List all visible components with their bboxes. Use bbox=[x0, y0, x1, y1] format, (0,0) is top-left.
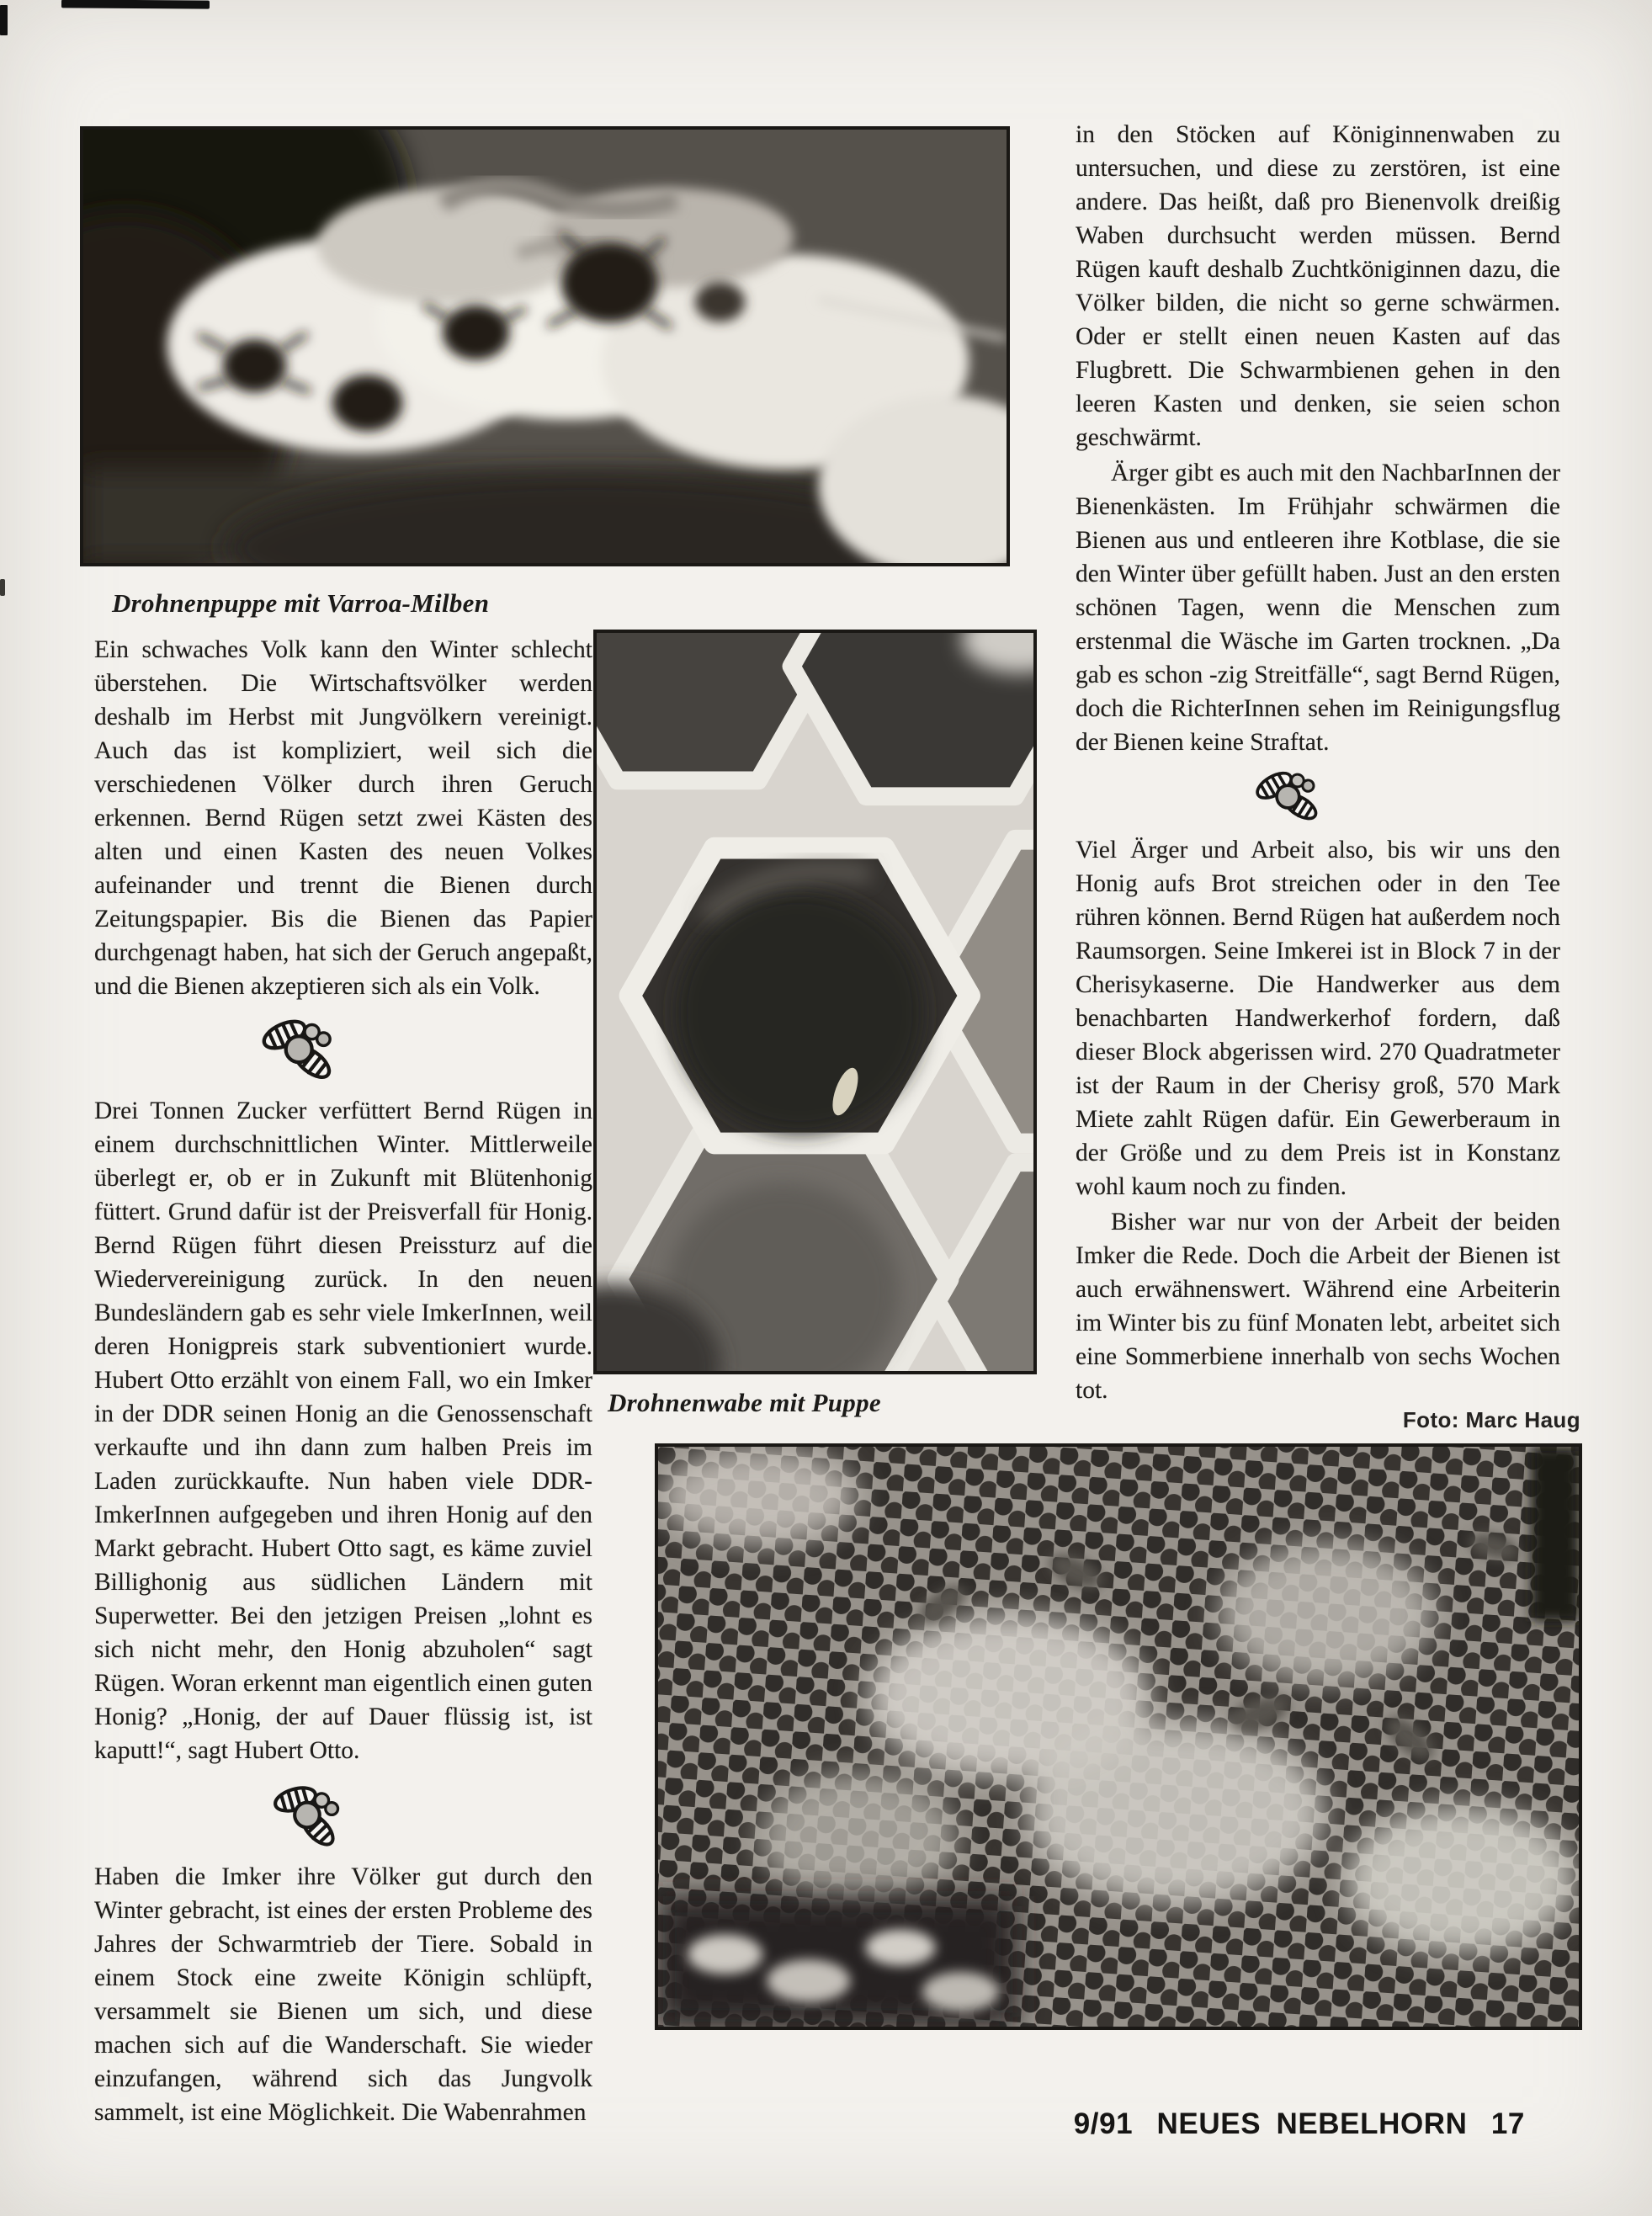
scan-artifact-top-streak bbox=[61, 0, 210, 9]
right-paragraph-3: Viel Ärger und Arbeit also, bis wir uns den Honig aufs Brot streichen oder in den Tee rühren können. Bernd Rügen hat außerdem noch Raumsorgen. Seine Imkerei ist in Block 7 in der Cherisykaserne. Die Handwerker aus dem benachbarten Handwerkerhof fordern, daß dieser Block abgerissen wird. 270 Quadratmeter ist der Raum in der Cherisy groß, 570 Mark Miete zahlt Rügen dafür. Ein Gewerberaum in der Größe und zu dem Preis ist in Konstanz wohl kaum noch zu finden. bbox=[1076, 837, 1560, 1200]
footer-page-number: 17 bbox=[1490, 2107, 1525, 2140]
scan-artifact-left-speck bbox=[0, 579, 5, 596]
footer-magazine-name: NEUES NEBELHORN bbox=[1156, 2107, 1468, 2140]
photo-bees-on-comb bbox=[655, 1443, 1582, 2030]
caption-top-photo: Drohnenpuppe mit Varroa-Milben bbox=[112, 588, 490, 618]
right-paragraph-1: in den Stöcken auf Königinnenwaben zu untersuchen, und diese zu zerstören, ist eine andere. Das heißt, daß pro Bienenvolk dreißig Waben durchsucht werden müssen. Bernd Rügen kauft deshalb Zuchtköniginnen dazu, die Völker bilden, die nicht so gerne schwärmen. Oder er stellt einen neuen Kasten auf das Flugbrett. Die Schwarmbienen gehen in den leeren Kasten und denken, sie seien schon geschwärmt. bbox=[1076, 121, 1560, 451]
left-paragraph-3: Haben die Imker ihre Völker gut durch den Winter gebracht, ist eines der ersten Probleme des Jahres der Schwarmtrieb der Tiere. Sobald in einem Stock eine zweite Königin schlüpft, versammelt sie Bienen um sich, und diese machen sich auf die Wanderschaft. Sie wieder einzufangen, während sich das Jungvolk sammelt, ist eine Möglichkeit. Die Wabenrahmen bbox=[94, 1863, 592, 2126]
photo-drone-comb-pupa bbox=[593, 630, 1037, 1374]
right-paragraph-4: Bisher war nur von der Arbeit der beiden Imker die Rede. Doch die Arbeit der Bienen ist auch erwähnenswert. Während eine Arbeiterin im Winter bis zu fünf Monaten lebt, arbeitet sich eine Sommerbiene innerhalb von sechs Wochen tot. bbox=[1076, 1209, 1560, 1404]
photo-drone-pupae-varroa bbox=[80, 126, 1010, 566]
bee-doodle-icon bbox=[1254, 764, 1323, 826]
footer-issue: 9/91 bbox=[1073, 2107, 1134, 2140]
photo-credit: Foto: Marc Haug bbox=[1402, 1407, 1580, 1432]
caption-middle-photo: Drohnenwabe mit Puppe bbox=[608, 1388, 881, 1417]
bee-doodle-icon bbox=[269, 1779, 347, 1848]
scan-artifact-left-edge bbox=[0, 5, 8, 35]
right-paragraph-2: Ärger gibt es auch mit den NachbarInnen der Bienenkästen. Im Frühjahr schwärmen die Bienen aus und entleeren ihre Kotblase, die sie den Winter über gefüllt haben. Just an den ersten schönen Tagen, wenn die Menschen zum erstenmal die Wäsche im Garten trocknen. „Da gab es schon -zig Streitfälle“, sagt Bernd Rügen, doch die RichterInnen sehen im Reinigungsflug der Bienen keine Straftat. bbox=[1076, 460, 1560, 756]
bee-doodle-icon bbox=[259, 1012, 340, 1084]
left-paragraph-2: Drei Tonnen Zucker verfüttert Bernd Rügen in einem durchschnittlichen Winter. Mittlerweile überlegt er, ob er in Zukunft mit Blütenhonig füttert. Grund dafür ist der Preisverfall für Honig. Bernd Rügen führt diesen Preissturz auf die Wiedervereinigung zurück. In den neuen Bundesländern gab es sehr viele ImkerInnen, weil deren Honigpreis stark subventioniert wurde. Hubert Otto erzählt von einem Fall, wo ein Imker in der DDR seinen Honig an die Genossenschaft verkaufte und ihn dann zum halben Preis im Laden zurückkaufte. Nun haben viele DDR-ImkerInnen aufgegeben und ihren Honig auf den Markt gebracht. Hubert Otto sagt, es käme zuviel Billighonig aus südlichen Ländern mit Superwetter. Bei den jetzigen Preisen „lohnt es sich nicht mehr, den Honig abzuholen“ sagt Rügen. Woran erkennt man eigentlich einen guten Honig? „Honig, der auf Dauer flüssig ist, ist kaputt!“, sagt Hubert Otto. bbox=[94, 1097, 592, 1764]
right-column bbox=[1076, 118, 1560, 1407]
left-column bbox=[94, 633, 592, 2129]
page-footer bbox=[926, 2107, 1525, 2141]
left-paragraph-1: Ein schwaches Volk kann den Winter schlecht überstehen. Die Wirtschaftsvölker werden deshalb im Herbst mit Jungvölkern vereinigt. Auch das ist kompliziert, weil sich die verschiedenen Völker durch ihren Geruch erkennen. Bernd Rügen setzt zwei Kästen des alten und einen Kasten des neuen Volkes aufeinander und trennt die Bienen durch Zeitungspapier. Bis die Bienen das Papier durchgenagt haben, hat sich der Geruch angepaßt, und die Bienen akzeptieren sich als ein Volk. bbox=[94, 636, 592, 1000]
